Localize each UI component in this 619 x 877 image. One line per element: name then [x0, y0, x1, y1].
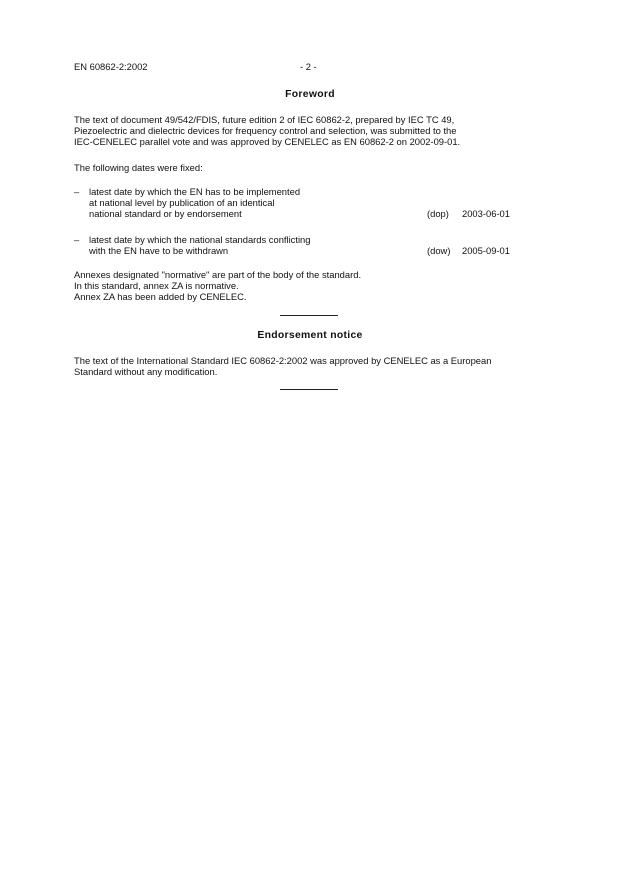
- intro-line: The text of document 49/542/FDIS, future edition 2 of IEC 60862-2, prepared by IEC TC 49,: [74, 114, 455, 125]
- section-separator: [280, 389, 338, 390]
- date-value: 2005-09-01: [462, 245, 510, 256]
- endorsement-heading: Endorsement notice: [257, 330, 363, 341]
- date-item-line: national standard or by endorsement: [89, 208, 242, 219]
- date-item-text: [89, 234, 311, 256]
- intro-line: Piezoelectric and dielectric devices for frequency control and selection, was submitted to the: [74, 125, 457, 136]
- date-value: 2003-06-01: [462, 208, 510, 219]
- annex-line: Annex ZA has been added by CENELEC.: [74, 291, 247, 302]
- section-separator: [280, 315, 338, 316]
- date-code: (dop): [427, 208, 449, 219]
- date-item-line: at national level by publication of an identical: [89, 197, 275, 208]
- date-code: (dow): [427, 245, 451, 256]
- annex-paragraph: [74, 269, 546, 302]
- foreword-heading: Foreword: [285, 89, 335, 100]
- date-item-line: with the EN have to be withdrawn: [89, 245, 229, 256]
- endorsement-line: Standard without any modification.: [74, 366, 218, 377]
- list-dash: –: [74, 186, 80, 197]
- date-item-line: latest date by which the national standards conflicting: [89, 234, 311, 245]
- date-item-line: latest date by which the EN has to be implemented: [89, 186, 301, 197]
- foreword-intro-paragraph: [74, 114, 546, 147]
- date-item-text: [89, 186, 300, 219]
- page-number: - 2 -: [300, 61, 317, 72]
- list-dash: –: [74, 234, 80, 245]
- annex-line: Annexes designated "normative" are part of the body of the standard.: [74, 269, 362, 280]
- endorsement-paragraph: [74, 355, 546, 377]
- intro-line: IEC-CENELEC parallel vote and was approved by CENELEC as EN 60862-2 on 2002-09-01.: [74, 136, 461, 147]
- dates-intro: The following dates were fixed:: [74, 162, 203, 173]
- endorsement-line: The text of the International Standard IEC 60862-2:2002 was approved by CENELEC as a European: [74, 355, 492, 366]
- document-id: EN 60862-2:2002: [74, 61, 148, 72]
- annex-line: In this standard, annex ZA is normative.: [74, 280, 239, 291]
